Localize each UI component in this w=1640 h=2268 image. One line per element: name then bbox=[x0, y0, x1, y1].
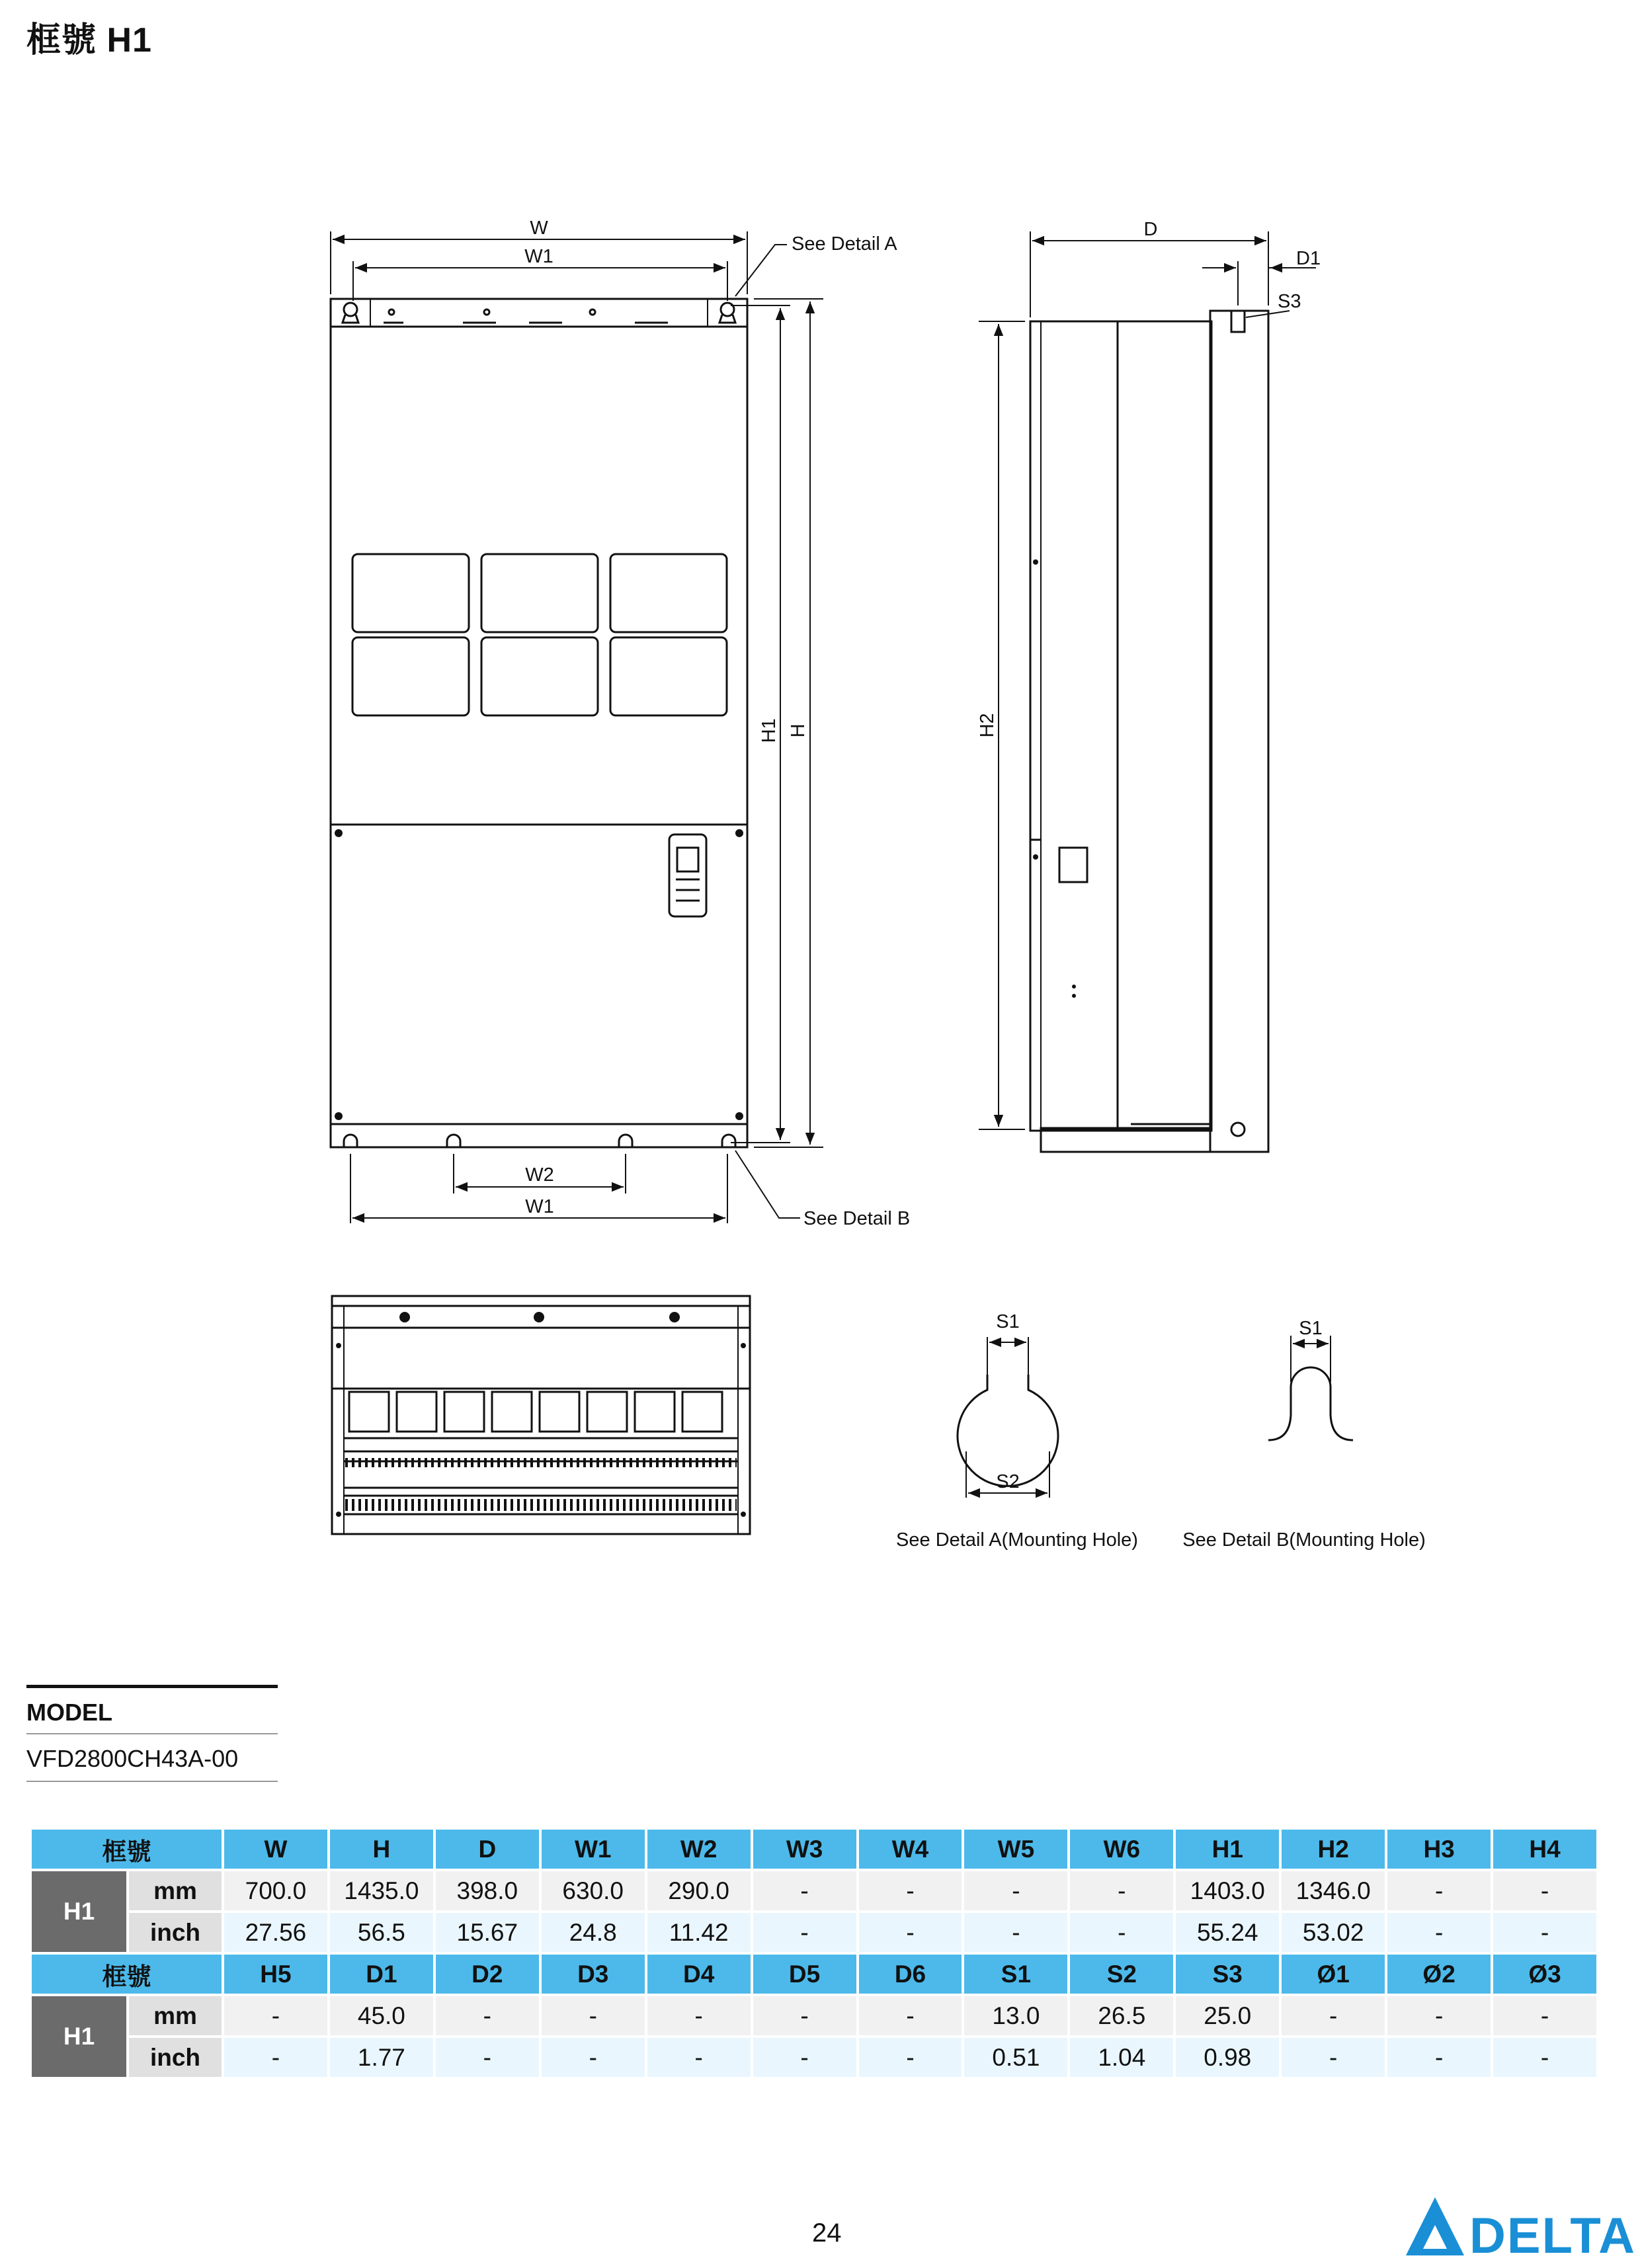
col-header: H1 bbox=[1176, 1830, 1279, 1869]
dimension-table bbox=[29, 1827, 1599, 2080]
col-header: H5 bbox=[224, 1955, 327, 1994]
value-cell: 25.0 bbox=[1176, 1996, 1279, 2035]
col-header: W5 bbox=[964, 1830, 1067, 1869]
detail-b-drawing bbox=[1268, 1336, 1353, 1440]
value-cell: - bbox=[542, 1996, 645, 2035]
detail-b-labels bbox=[1182, 1318, 1426, 1551]
col-header: Ø3 bbox=[1493, 1955, 1596, 1994]
value-cell: 45.0 bbox=[330, 1996, 433, 2035]
value-cell: - bbox=[224, 1996, 327, 2035]
unit-cell: mm bbox=[129, 1996, 222, 2035]
value-cell: - bbox=[964, 1913, 1067, 1952]
value-cell: - bbox=[753, 1913, 856, 1952]
value-cell: - bbox=[1493, 1996, 1596, 2035]
table-row bbox=[32, 1996, 1596, 2035]
svg-text:W2: W2 bbox=[525, 1164, 554, 1186]
bottom-view bbox=[332, 1296, 750, 1534]
frame-cell: H1 bbox=[32, 1871, 126, 1952]
model-block bbox=[26, 1685, 278, 1782]
col-header: Ø1 bbox=[1282, 1955, 1385, 1994]
svg-text:W: W bbox=[530, 218, 548, 239]
model-value: VFD2800CH43A-00 bbox=[26, 1734, 278, 1782]
value-cell: - bbox=[1493, 1913, 1596, 1952]
side-view-dots bbox=[1033, 559, 1076, 998]
value-cell: - bbox=[436, 1996, 539, 2035]
front-view-dots bbox=[335, 829, 743, 1120]
value-cell: 290.0 bbox=[647, 1871, 751, 1910]
col-header: W1 bbox=[542, 1830, 645, 1869]
col-header: W6 bbox=[1070, 1830, 1173, 1869]
col-header: H bbox=[330, 1830, 433, 1869]
col-header: D1 bbox=[330, 1955, 433, 1994]
svg-text:S3: S3 bbox=[1278, 291, 1301, 312]
value-cell: 11.42 bbox=[647, 1913, 751, 1952]
frame-cell: H1 bbox=[32, 1996, 126, 2077]
value-cell: 13.0 bbox=[964, 1996, 1067, 2035]
value-cell: - bbox=[647, 1996, 751, 2035]
col-header: W3 bbox=[753, 1830, 856, 1869]
detail-a-labels bbox=[896, 1311, 1138, 1551]
value-cell: 0.98 bbox=[1176, 2038, 1279, 2077]
col-header: Ø2 bbox=[1387, 1955, 1491, 1994]
svg-text:D: D bbox=[1143, 219, 1158, 240]
value-cell: - bbox=[859, 1996, 962, 2035]
svg-text:See Detail B(Mounting Hole): See Detail B(Mounting Hole) bbox=[1182, 1529, 1426, 1551]
col-header: H3 bbox=[1387, 1830, 1491, 1869]
col-header: D5 bbox=[753, 1955, 856, 1994]
value-cell: - bbox=[542, 2038, 645, 2077]
col-header: D4 bbox=[647, 1955, 751, 1994]
svg-text:H: H bbox=[788, 723, 809, 738]
svg-text:H2: H2 bbox=[977, 713, 998, 738]
svg-text:S1: S1 bbox=[996, 1311, 1020, 1332]
value-cell: - bbox=[1387, 1871, 1491, 1910]
col-header: D bbox=[436, 1830, 539, 1869]
value-cell: 1435.0 bbox=[330, 1871, 433, 1910]
value-cell: - bbox=[1282, 2038, 1385, 2077]
value-cell: - bbox=[1387, 2038, 1491, 2077]
svg-text:S1: S1 bbox=[1299, 1318, 1323, 1339]
table-row bbox=[32, 2038, 1596, 2077]
svg-text:See Detail A(Mounting Hole): See Detail A(Mounting Hole) bbox=[896, 1529, 1138, 1551]
value-cell: 15.67 bbox=[436, 1913, 539, 1952]
value-cell: - bbox=[859, 1871, 962, 1910]
value-cell: - bbox=[436, 2038, 539, 2077]
value-cell: - bbox=[1493, 2038, 1596, 2077]
svg-text:D1: D1 bbox=[1296, 248, 1321, 269]
col-header: W bbox=[224, 1830, 327, 1869]
value-cell: 1403.0 bbox=[1176, 1871, 1279, 1910]
value-cell: - bbox=[1070, 1913, 1173, 1952]
side-view bbox=[1030, 311, 1268, 1152]
unit-cell: inch bbox=[129, 2038, 222, 2077]
svg-text:H1: H1 bbox=[758, 718, 780, 743]
col-header: S3 bbox=[1176, 1955, 1279, 1994]
svg-text:W1: W1 bbox=[525, 1196, 554, 1217]
front-dimension-labels bbox=[524, 218, 910, 1229]
value-cell: - bbox=[753, 1996, 856, 2035]
frame-header: 框號 bbox=[32, 1830, 222, 1869]
col-header: S2 bbox=[1070, 1955, 1173, 1994]
col-header: W2 bbox=[647, 1830, 751, 1869]
col-header: W4 bbox=[859, 1830, 962, 1869]
value-cell: - bbox=[964, 1871, 1067, 1910]
col-header: D2 bbox=[436, 1955, 539, 1994]
value-cell: 26.5 bbox=[1070, 1996, 1173, 2035]
value-cell: 53.02 bbox=[1282, 1913, 1385, 1952]
value-cell: 1.77 bbox=[330, 2038, 433, 2077]
value-cell: - bbox=[1282, 1996, 1385, 2035]
model-label: MODEL bbox=[26, 1688, 278, 1734]
value-cell: - bbox=[859, 2038, 962, 2077]
brand-text: DELTA bbox=[1469, 2208, 1637, 2264]
value-cell: 0.51 bbox=[964, 2038, 1067, 2077]
table-header-row bbox=[32, 1830, 1596, 1869]
value-cell: 55.24 bbox=[1176, 1913, 1279, 1952]
col-header: D6 bbox=[859, 1955, 962, 1994]
value-cell: 56.5 bbox=[330, 1913, 433, 1952]
value-cell: 1.04 bbox=[1070, 2038, 1173, 2077]
value-cell: - bbox=[753, 2038, 856, 2077]
col-header: H4 bbox=[1493, 1830, 1596, 1869]
page-title: 框號 H1 bbox=[26, 21, 152, 60]
value-cell: - bbox=[1387, 1996, 1491, 2035]
front-view bbox=[331, 299, 747, 1147]
frame-header: 框號 bbox=[32, 1955, 222, 1994]
delta-logo bbox=[1401, 2192, 1637, 2264]
value-cell: 700.0 bbox=[224, 1871, 327, 1910]
svg-text:W1: W1 bbox=[524, 246, 554, 267]
page-number: 24 bbox=[812, 2218, 842, 2248]
svg-text:S2: S2 bbox=[996, 1471, 1020, 1492]
table-header-row bbox=[32, 1955, 1596, 1994]
value-cell: 24.8 bbox=[542, 1913, 645, 1952]
value-cell: 630.0 bbox=[542, 1871, 645, 1910]
value-cell: - bbox=[647, 2038, 751, 2077]
unit-cell: inch bbox=[129, 1913, 222, 1952]
value-cell: - bbox=[859, 1913, 962, 1952]
value-cell: 27.56 bbox=[224, 1913, 327, 1952]
table-row bbox=[32, 1913, 1596, 1952]
col-header: S1 bbox=[964, 1955, 1067, 1994]
unit-cell: mm bbox=[129, 1871, 222, 1910]
table-row bbox=[32, 1871, 1596, 1910]
col-header: D3 bbox=[542, 1955, 645, 1994]
value-cell: - bbox=[1387, 1913, 1491, 1952]
svg-text:See Detail B: See Detail B bbox=[803, 1208, 911, 1229]
front-dimensions bbox=[331, 231, 823, 1223]
svg-text:See Detail A: See Detail A bbox=[792, 233, 897, 255]
col-header: H2 bbox=[1282, 1830, 1385, 1869]
value-cell: - bbox=[224, 2038, 327, 2077]
value-cell: 1346.0 bbox=[1282, 1871, 1385, 1910]
value-cell: - bbox=[1070, 1871, 1173, 1910]
value-cell: - bbox=[753, 1871, 856, 1910]
value-cell: - bbox=[1493, 1871, 1596, 1910]
value-cell: 398.0 bbox=[436, 1871, 539, 1910]
